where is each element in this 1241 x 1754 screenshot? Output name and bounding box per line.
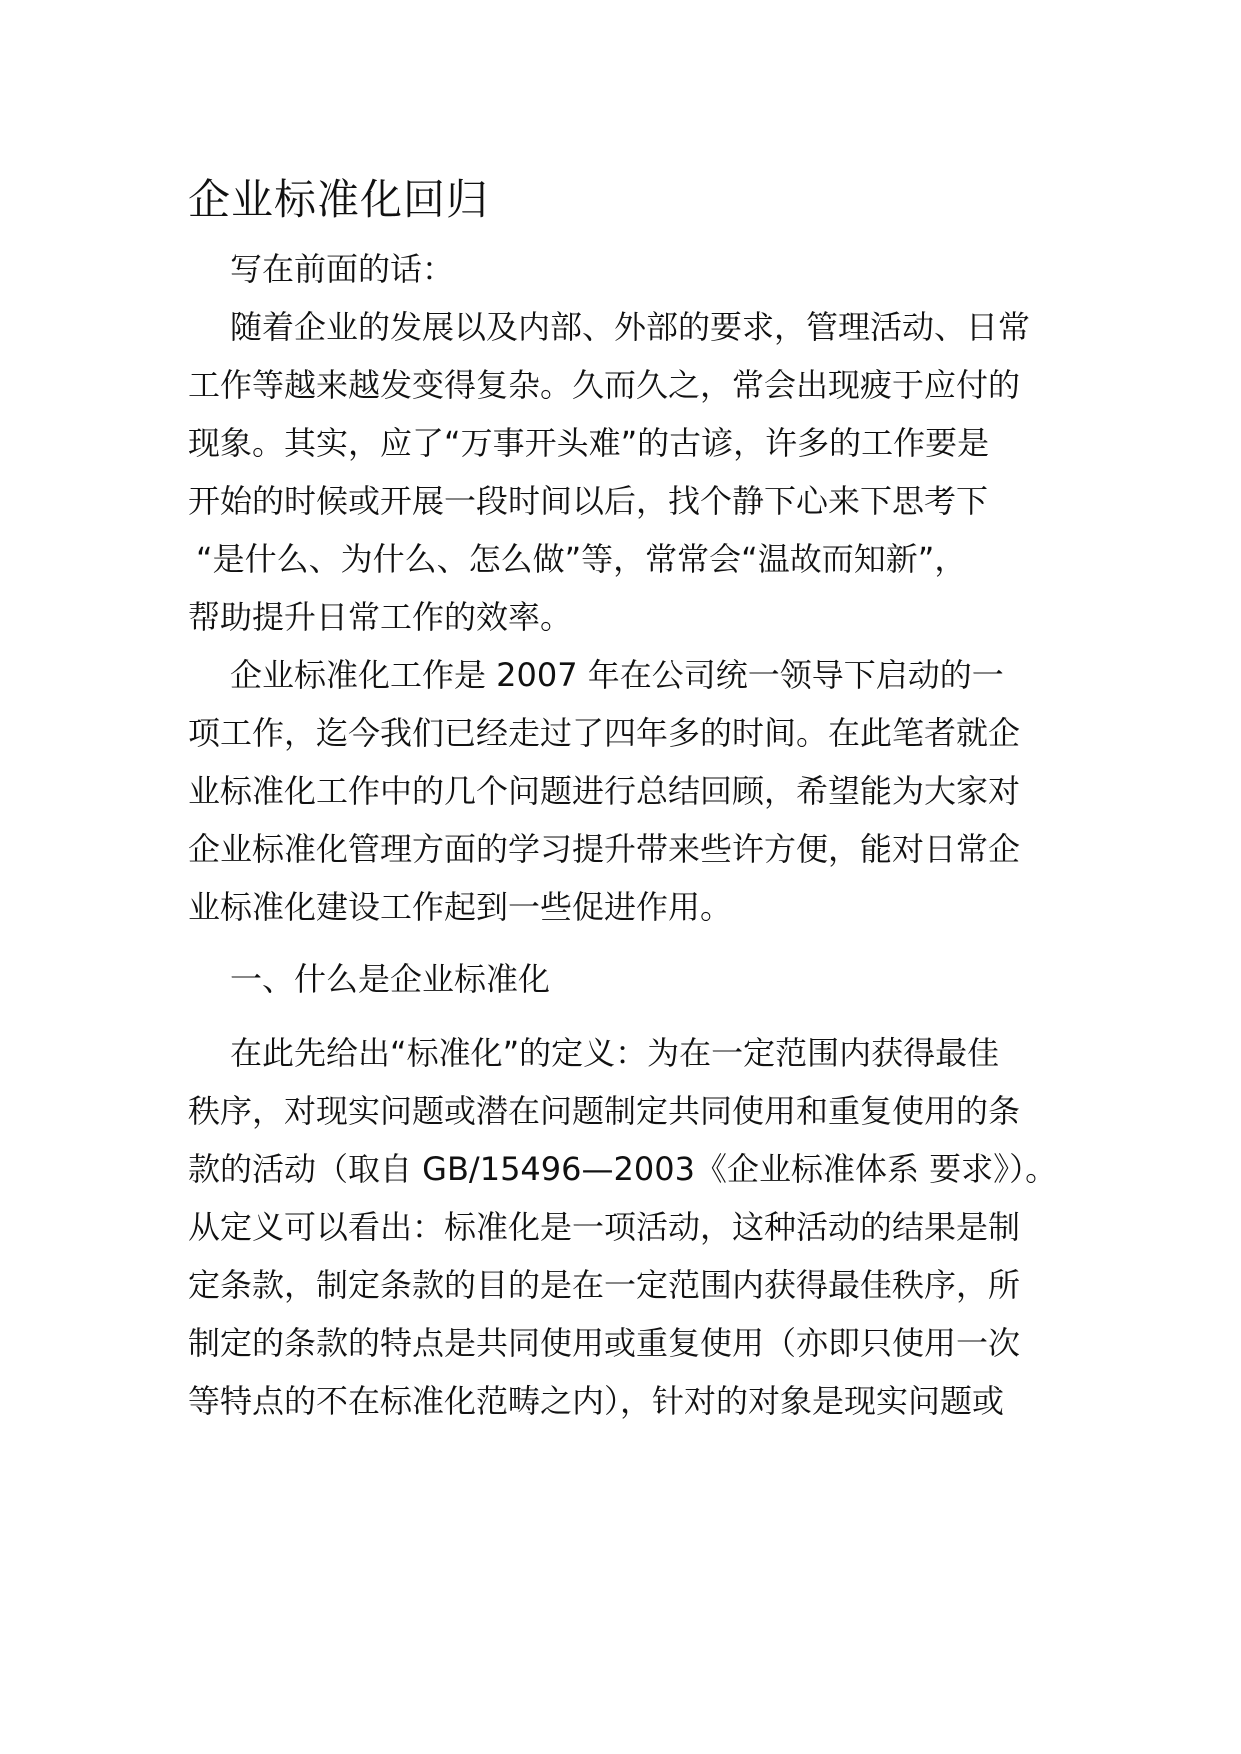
paragraph-line: “是什么、为什么、怎么做”等，常常会“温故而知新”， — [196, 540, 967, 578]
paragraph-line: 秩序，对现实问题或潜在问题制定共同使用和重复使用的条 — [188, 1092, 1021, 1130]
paragraph-line: 企业标准化管理方面的学习提升带来些许方便，能对日常企 — [188, 830, 1021, 868]
paragraph-line: 开始的时候或开展一段时间以后，找个静下心来下思考下 — [188, 482, 989, 520]
preface-heading: 写在前面的话： — [230, 250, 455, 288]
paragraph-line: 现象。其实，应了“万事开头难”的古谚，许多的工作要是 — [188, 424, 990, 462]
paragraph-line: 项工作，迄今我们已经走过了四年多的时间。在此笔者就企 — [188, 714, 1021, 752]
paragraph-line: 定条款，制定条款的目的是在一定范围内获得最佳秩序，所 — [188, 1266, 1021, 1304]
paragraph-line: 帮助提升日常工作的效率。 — [188, 598, 573, 636]
paragraph-line: 款的活动（取自 GB/15496—2003《企业标准体系 要求》）。 — [188, 1150, 1058, 1188]
paragraph-line: 随着企业的发展以及内部、外部的要求，管理活动、日常 — [230, 308, 1031, 346]
paragraph-line: 等特点的不在标准化范畴之内），针对的对象是现实问题或 — [188, 1382, 1005, 1420]
paragraph-line: 工作等越来越发变得复杂。久而久之，常会出现疲于应付的 — [188, 366, 1021, 404]
paragraph-line: 业标准化建设工作起到一些促进作用。 — [188, 888, 733, 926]
paragraph-line: 业标准化工作中的几个问题进行总结回顾，希望能为大家对 — [188, 772, 1021, 810]
section-heading: 一、什么是企业标准化 — [230, 960, 551, 998]
paragraph-line: 企业标准化工作是 2007 年在公司统一领导下启动的一 — [230, 656, 1004, 694]
paragraph-line: 制定的条款的特点是共同使用或重复使用（亦即只使用一次 — [188, 1324, 1021, 1362]
paragraph-line: 从定义可以看出：标准化是一项活动，这种活动的结果是制 — [188, 1208, 1021, 1246]
document-title: 企业标准化回归 — [188, 175, 490, 224]
paragraph-line: 在此先给出“标准化”的定义：为在一定范围内获得最佳 — [230, 1034, 1000, 1072]
